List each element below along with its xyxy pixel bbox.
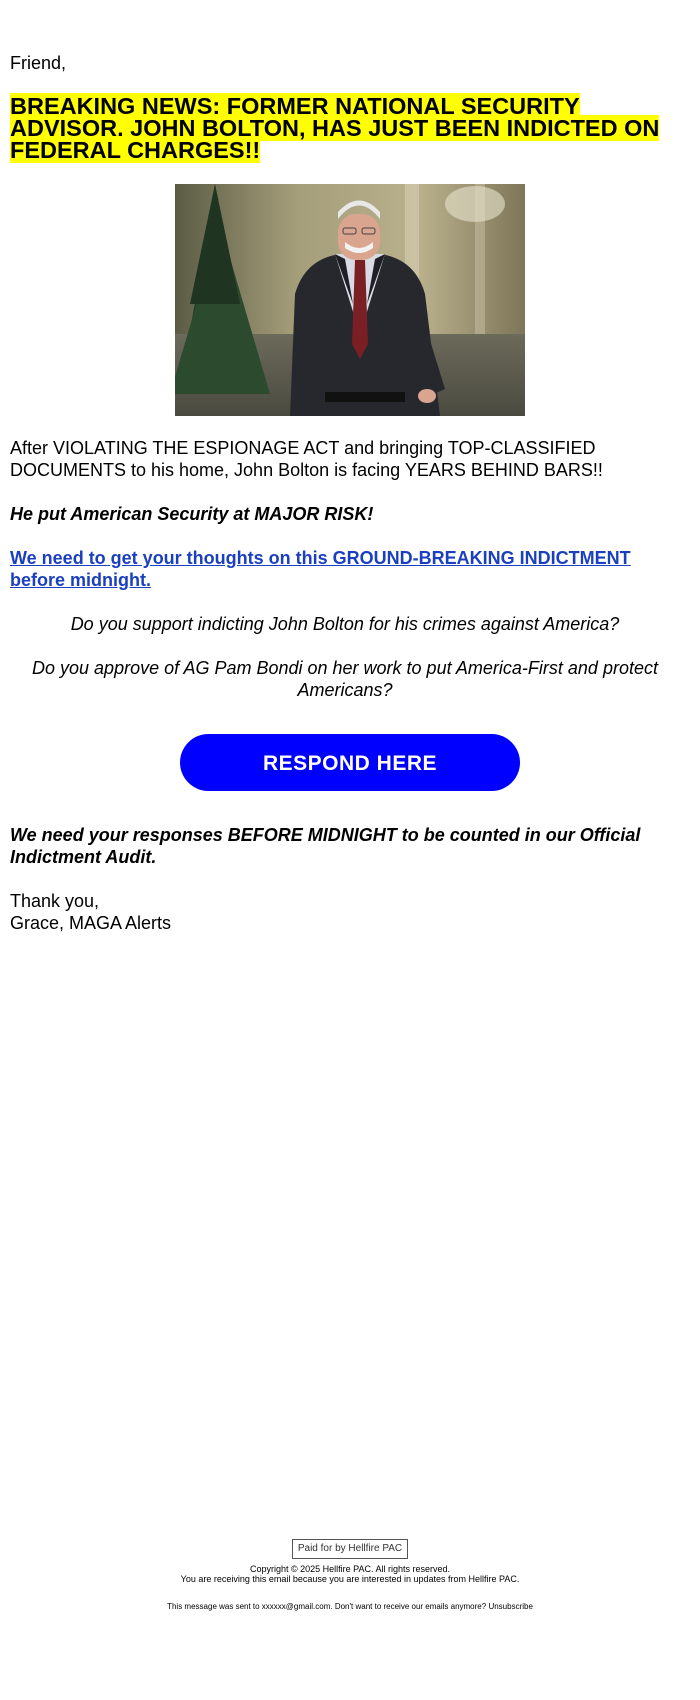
copyright-notice: Copyright © 2025 Hellfire PAC. All rights reserved. [249, 1564, 451, 1574]
signature: Grace, MAGA Alerts [10, 913, 172, 933]
sent-to-notice [0, 1602, 700, 1612]
thanks-line: Thank you, [10, 891, 100, 911]
news-photo-illustration [175, 184, 525, 416]
question-indict-bolton: Do you support indicting John Bolton for his crimes against America? [70, 614, 620, 634]
footer [0, 1538, 700, 1612]
unsubscribe-link[interactable]: Unsubscribe [488, 1602, 533, 1611]
sent-to-text: This message was sent to xxxxxx@gmail.com. Don't want to receive our emails anymore? [167, 1602, 487, 1611]
paragraph-deadline: We need your responses BEFORE MIDNIGHT to be counted in our Official Indictment Audit. [10, 825, 641, 867]
paragraph-security-risk: He put American Security at MAJOR RISK! [10, 504, 374, 524]
receiving-notice: You are receiving this email because you are interested in updates from Hellfire PAC. [180, 1574, 520, 1584]
respond-here-button[interactable]: RESPOND HERE [180, 734, 520, 791]
question-approve-bondi: Do you approve of AG Pam Bondi on her work to put America-First and protect Americans? [32, 658, 658, 700]
headline [10, 95, 680, 161]
news-photo [175, 184, 525, 416]
paragraph-espionage: After VIOLATING THE ESPIONAGE ACT and bringing TOP-CLASSIFIED DOCUMENTS to his home, John Bolton is facing YEARS BEHIND BARS!! [10, 438, 603, 480]
paid-for-disclaimer: Paid for by Hellfire PAC [292, 1539, 408, 1559]
greeting: Friend, [10, 53, 67, 73]
survey-link-paragraph [10, 547, 680, 591]
survey-link[interactable]: We need to get your thoughts on this GROUND-BREAKING INDICTMENT before midnight. [10, 548, 631, 590]
headline-text: BREAKING NEWS: FORMER NATIONAL SECURITY ADVISOR. JOHN BOLTON, HAS JUST BEEN INDICTED ON FEDERAL CHARGES!! [10, 93, 660, 163]
